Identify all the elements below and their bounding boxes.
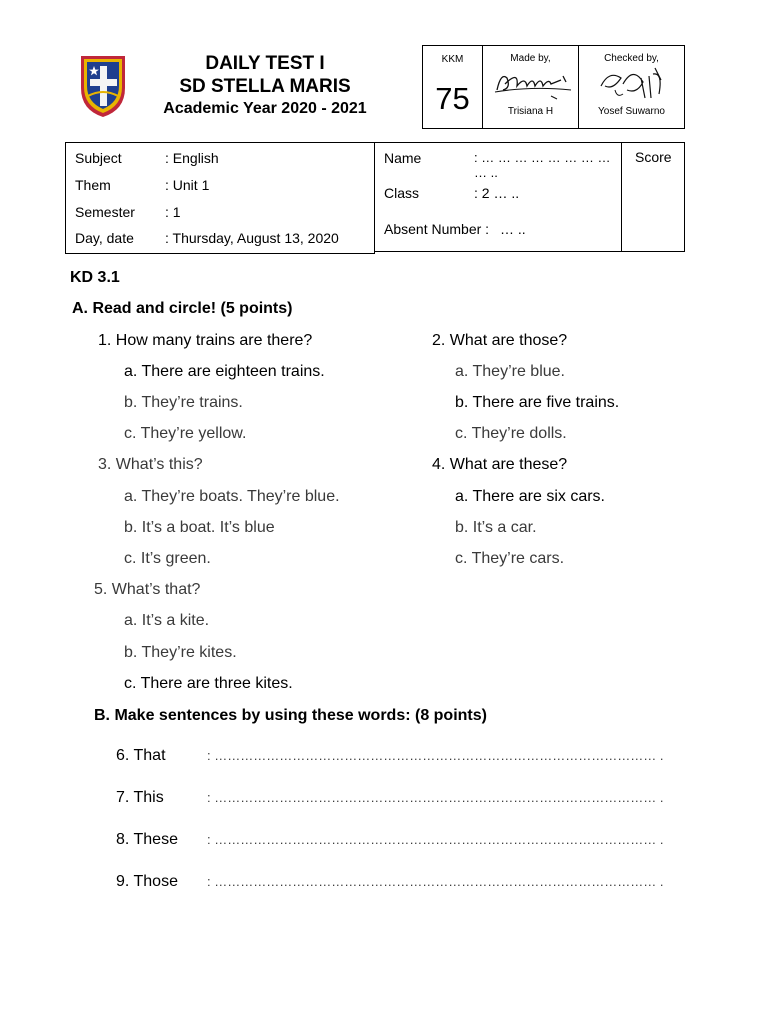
q3-option-c[interactable]: c. It’s green. [124, 550, 211, 567]
sentence-item-7-answer[interactable]: : ………………………………………………………………………………………… . [207, 790, 664, 805]
sentence-item-9-label: 9. Those [116, 873, 178, 890]
class-label: Class [384, 185, 420, 201]
q1-option-c[interactable]: c. They’re yellow. [124, 425, 247, 442]
question-4: 4. What are these? [432, 456, 568, 473]
test-info-box [65, 142, 375, 254]
theme-label: Them [75, 177, 111, 193]
subject-label: Subject [75, 150, 122, 166]
kd-label: KD 3.1 [70, 269, 120, 286]
q1-option-a[interactable]: a. There are eighteen trains. [124, 363, 325, 380]
made-by-name: Trisiana H [507, 106, 554, 117]
score-label: Score [635, 149, 672, 165]
kkm-label: KKM [441, 54, 464, 65]
test-title: DAILY TEST I [205, 53, 325, 74]
school-name: SD STELLA MARIS [179, 76, 351, 97]
date-value: : Thursday, August 13, 2020 [165, 230, 339, 246]
checked-by-label: Checked by, [604, 53, 659, 64]
date-label: Day, date [75, 230, 134, 246]
absent-number-field[interactable]: … .. [500, 221, 526, 237]
question-1: 1. How many trains are there? [98, 332, 313, 349]
theme-value: : Unit 1 [165, 177, 210, 193]
checked-by-name: Yosef Suwarno [598, 106, 665, 117]
semester-value: : 1 [165, 204, 181, 220]
q2-option-b[interactable]: b. There are five trains. [455, 394, 620, 411]
q5-option-c[interactable]: c. There are three kites. [124, 675, 293, 692]
q4-option-a[interactable]: a. There are six cars. [455, 488, 605, 505]
q4-option-c[interactable]: c. They’re cars. [455, 550, 565, 567]
semester-label: Semester [75, 204, 135, 220]
made-by-signature-icon [491, 66, 575, 102]
school-logo-icon [78, 52, 128, 118]
kkm-value: 75 [435, 81, 470, 116]
made-by-label: Made by, [510, 53, 551, 64]
q3-option-a[interactable]: a. They’re boats. They’re blue. [124, 488, 340, 505]
section-b-heading: B. Make sentences by using these words: (8 points) [94, 707, 487, 724]
checked-by-signature-icon [593, 64, 673, 104]
name-field[interactable]: : … … … … … … … … … .. [474, 150, 611, 180]
question-3: 3. What’s this? [98, 456, 203, 473]
q5-option-a[interactable]: a. It’s a kite. [124, 612, 210, 629]
kkm-cell [423, 46, 483, 128]
q2-option-c[interactable]: c. They’re dolls. [455, 425, 567, 442]
sentence-item-8-label: 8. These [116, 831, 178, 848]
q5-option-b[interactable]: b. They’re kites. [124, 644, 237, 661]
q3-option-b[interactable]: b. It’s a boat. It’s blue [124, 519, 275, 536]
sentence-item-6-label: 6. That [116, 747, 166, 764]
subject-value: : English [165, 150, 219, 166]
question-2: 2. What are those? [432, 332, 568, 349]
q1-option-b[interactable]: b. They’re trains. [124, 394, 243, 411]
score-box[interactable] [621, 142, 685, 252]
absent-number-label: Absent Number : [384, 221, 490, 237]
signature-box [422, 45, 685, 129]
student-info-box [374, 142, 622, 252]
question-5: 5. What’s that? [94, 581, 201, 598]
sentence-item-7-label: 7. This [116, 789, 164, 806]
made-by-cell [483, 46, 579, 128]
name-label: Name [384, 150, 422, 166]
section-a-heading: A. Read and circle! (5 points) [72, 300, 293, 317]
q4-option-b[interactable]: b. It’s a car. [455, 519, 537, 536]
sentence-item-8-answer[interactable]: : ………………………………………………………………………………………… . [207, 832, 664, 847]
checked-by-cell [579, 46, 684, 128]
q2-option-a[interactable]: a. They’re blue. [455, 363, 565, 380]
sentence-item-6-answer[interactable]: : ………………………………………………………………………………………… . [207, 748, 664, 763]
academic-year: Academic Year 2020 - 2021 [163, 100, 367, 117]
sentence-item-9-answer[interactable]: : ………………………………………………………………………………………… . [207, 874, 664, 889]
class-field[interactable]: : 2 … .. [474, 185, 520, 201]
